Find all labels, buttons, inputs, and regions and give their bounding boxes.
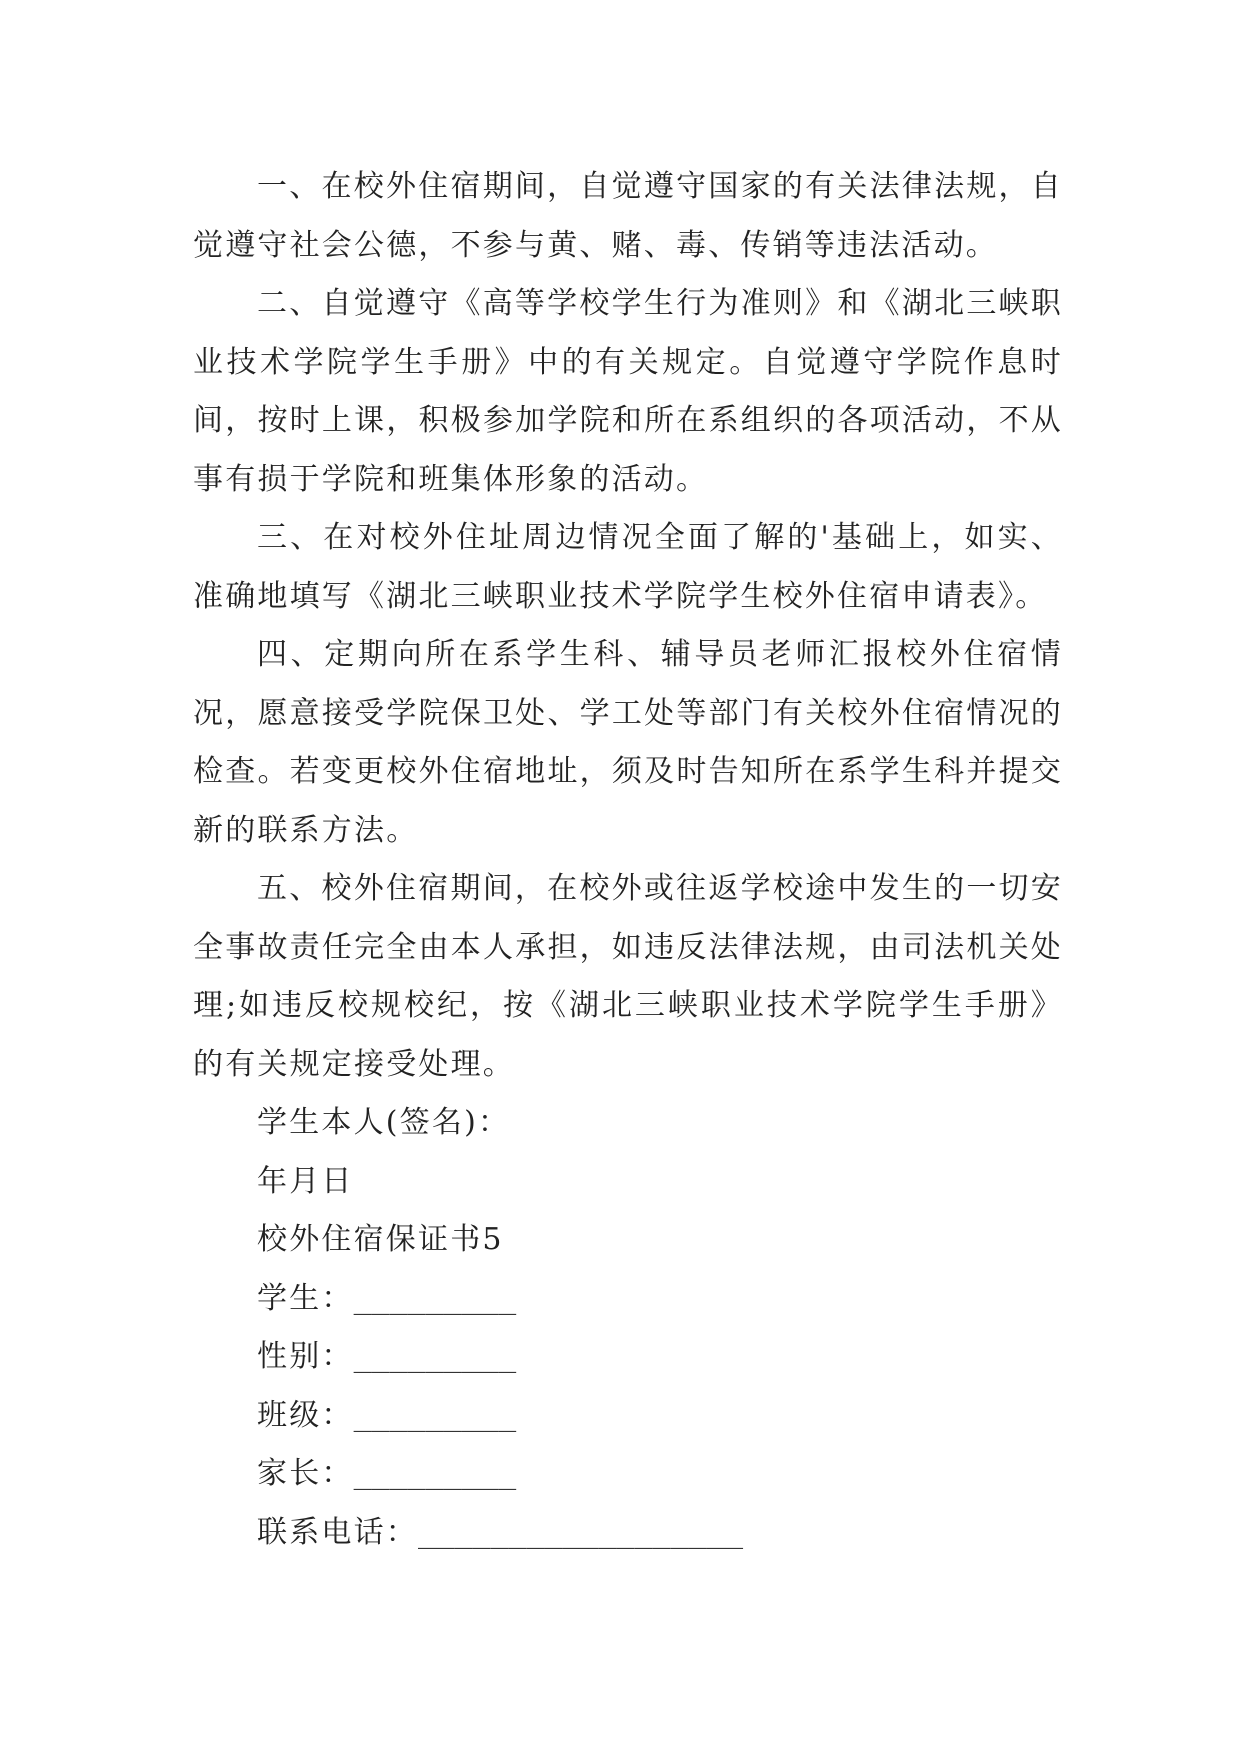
field-blank: _________ xyxy=(353,1339,517,1374)
field-blank: __________________ xyxy=(418,1514,744,1550)
paragraph-2: 二、自觉遵守《高等学校学生行为准则》和《湖北三峡职业技术学院学生手册》中的有关规定。自觉遵守学院作息时间，按时上课，积极参加学院和所在系组织的各项活动，不从事有损于学院和班集体形象的活动。 xyxy=(193,286,1063,497)
paragraph-3: 三、在对校外住址周边情况全面了解的'基础上，如实、准确地填写《湖北三峡职业技术学院学生校外住宿申请表》。 xyxy=(193,520,1063,614)
field-gender xyxy=(193,1328,1063,1387)
paragraph-5: 五、校外住宿期间，在校外或往返学校途中发生的一切安全事故责任完全由本人承担，如违反法律法规，由司法机关处理;如违反校规校纪，按《湖北三峡职业技术学院学生手册》的有关规定接受处理。 xyxy=(193,871,1063,1082)
document-body xyxy=(193,158,1063,1562)
field-blank: _________ xyxy=(353,1456,517,1491)
field-blank: _________ xyxy=(353,1280,517,1316)
field-label: 性别： xyxy=(257,1339,354,1374)
field-parent xyxy=(193,1445,1063,1504)
date-line: 年月日 xyxy=(257,1163,354,1199)
field-class xyxy=(193,1387,1063,1446)
field-label: 家长： xyxy=(257,1456,354,1491)
field-label: 联系电话： xyxy=(257,1514,418,1550)
paragraph-4: 四、定期向所在系学生科、辅导员老师汇报校外住宿情况，愿意接受学院保卫处、学工处等部门有关校外住宿情况的检查。若变更校外住宿地址，须及时告知所在系学生科并提交新的联系方法。 xyxy=(193,637,1063,848)
field-blank: _________ xyxy=(353,1397,517,1433)
field-label: 班级： xyxy=(257,1397,354,1433)
field-student xyxy=(193,1270,1063,1329)
section-title: 校外住宿保证书5 xyxy=(257,1222,504,1257)
field-phone xyxy=(193,1504,1063,1563)
field-label: 学生： xyxy=(257,1280,354,1316)
paragraph-1: 一、在校外住宿期间，自觉遵守国家的有关法律法规，自觉遵守社会公德，不参与黄、赌、毒、传销等违法活动。 xyxy=(193,169,1063,263)
signature-line: 学生本人(签名)： xyxy=(257,1105,511,1140)
